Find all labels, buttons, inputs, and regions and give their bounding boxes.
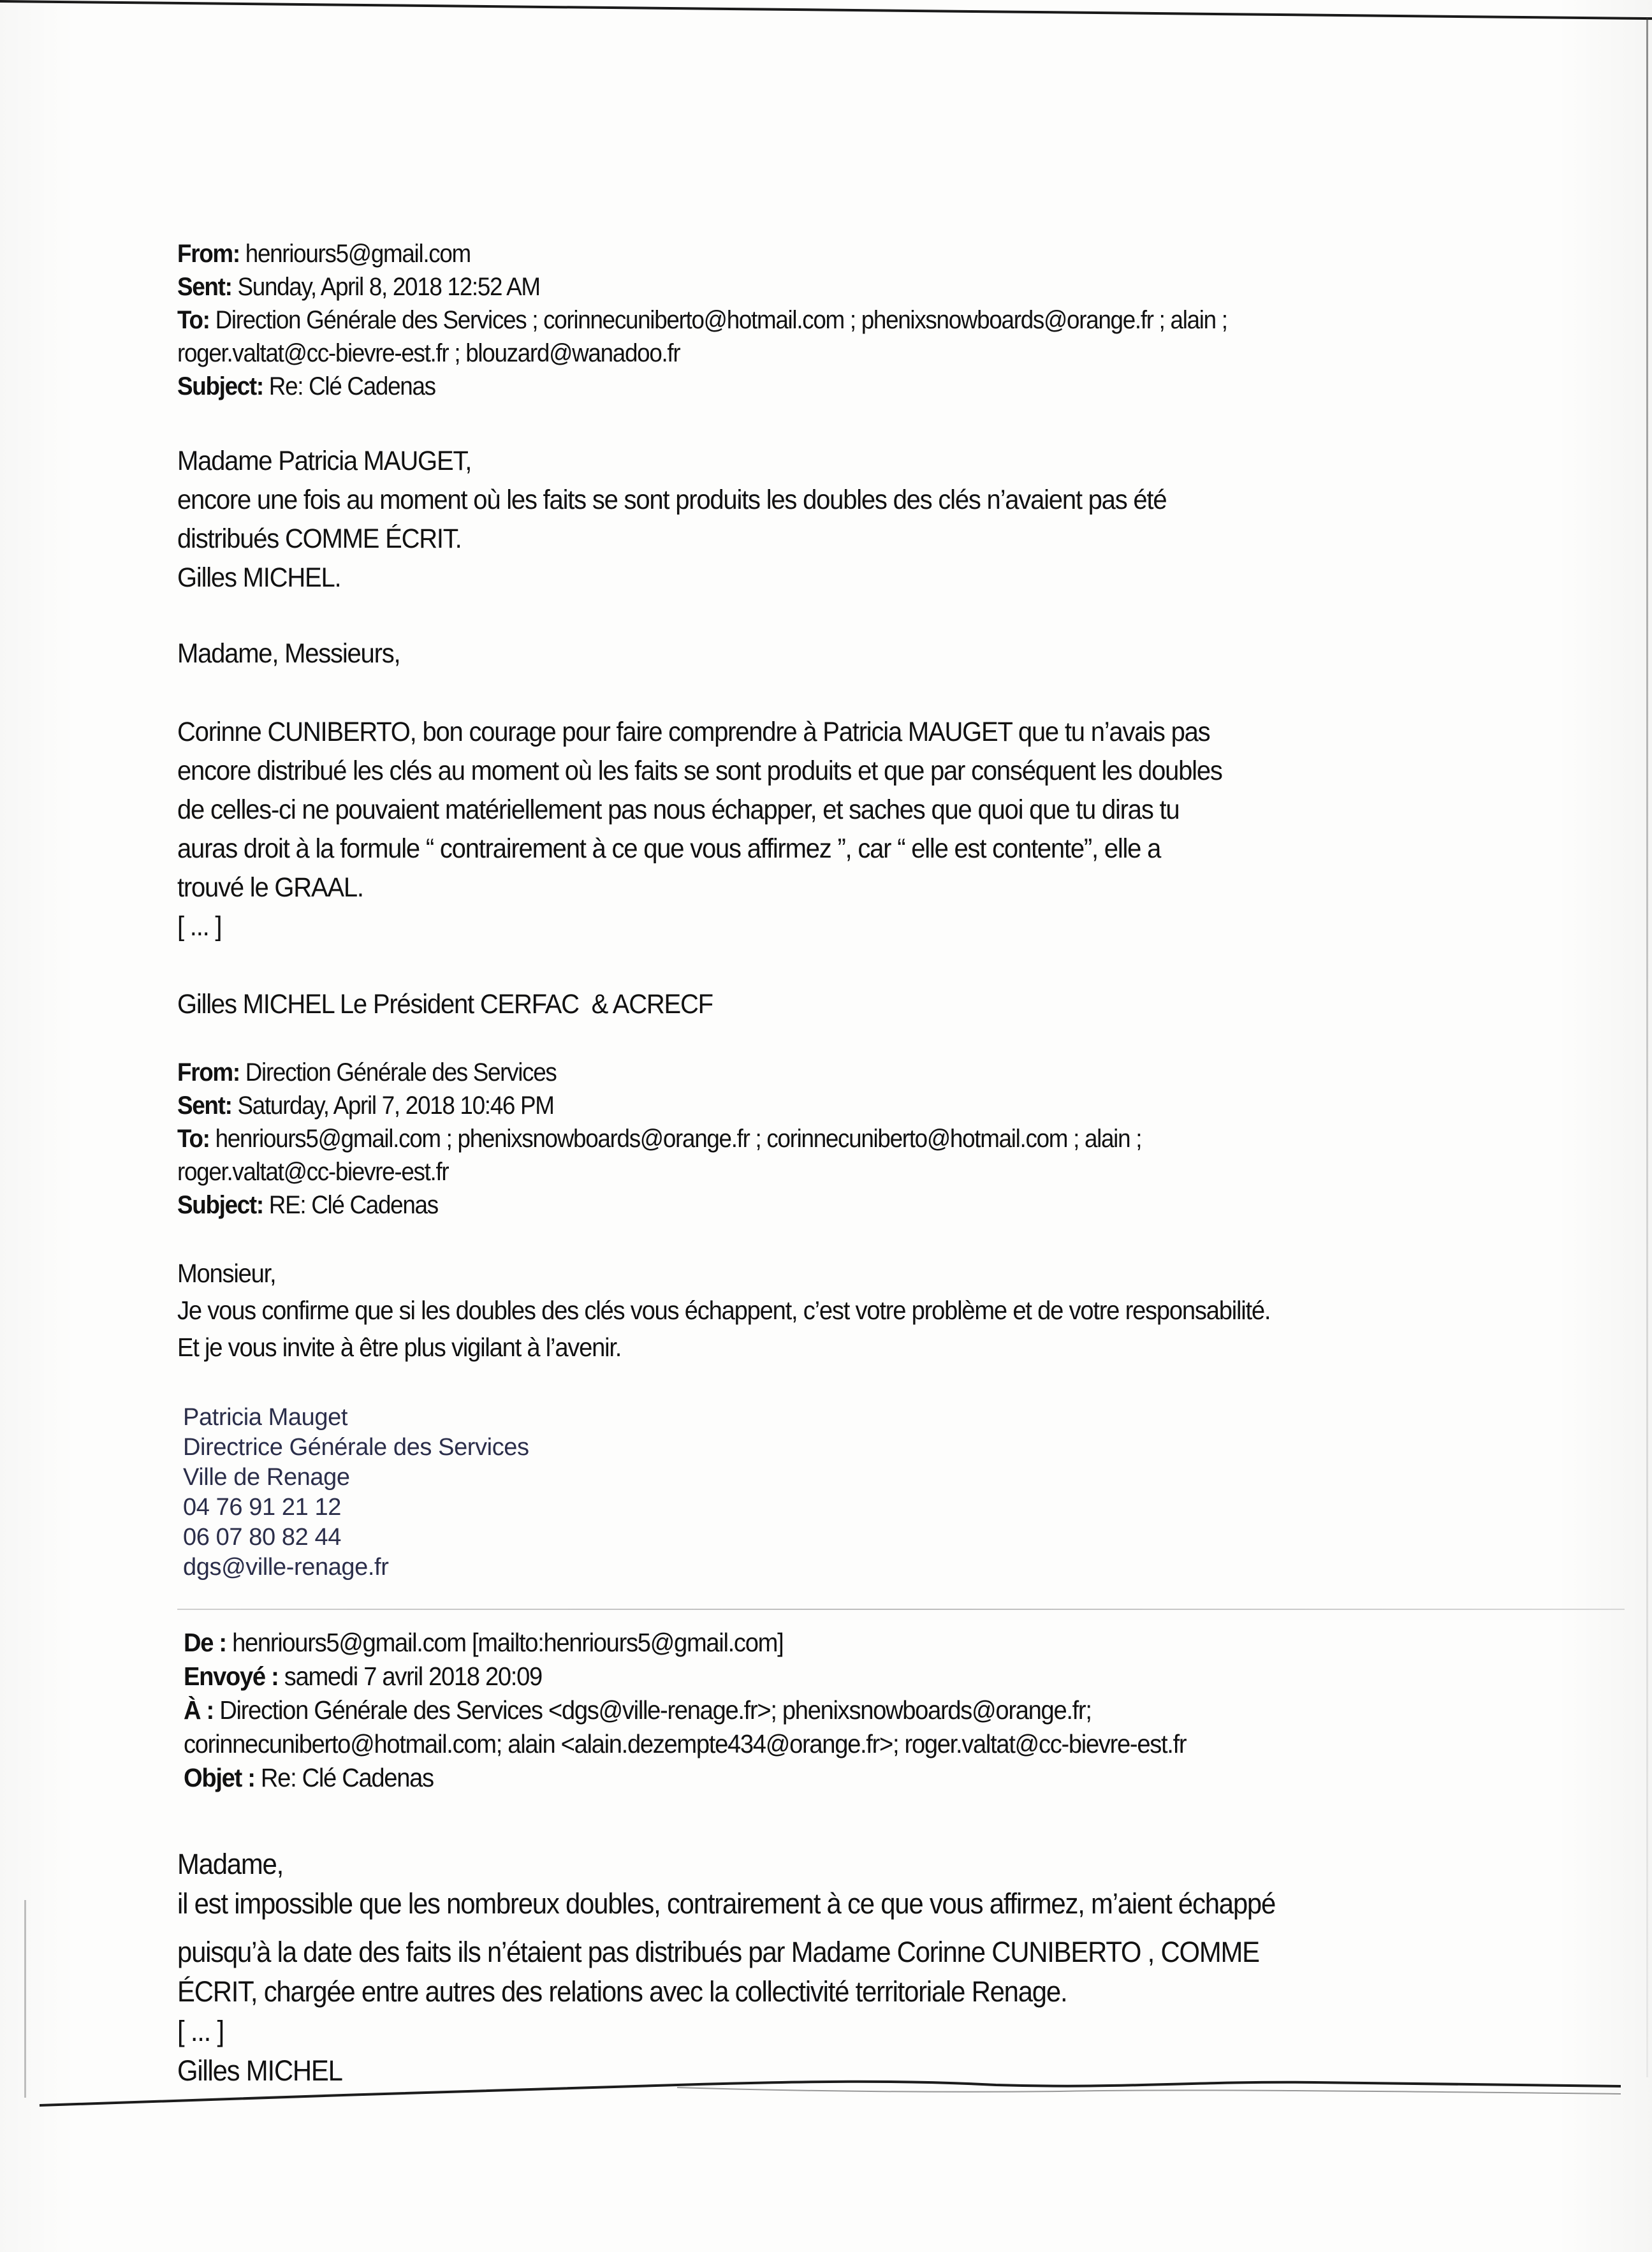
email3-to-value-line1: Direction Générale des Services <dgs@ville-renage.fr>; phenixsnowboards@orange.fr;	[219, 1695, 1092, 1725]
from-label: From:	[177, 1058, 240, 1086]
paragraph-line: de celles-ci ne pouvaient matériellement pas nous échapper, et saches que quoi que tu diras tu	[177, 794, 1180, 825]
paragraph-line: puisqu’à la date des faits ils n’étaient pas distribués par Madame Corinne CUNIBERTO , COMME	[177, 1936, 1259, 1968]
paragraph-line: encore distribué les clés au moment où les faits se sont produits et que par conséquent les doubles	[177, 756, 1222, 786]
email1-subject-row	[177, 370, 1526, 403]
to-label: To:	[177, 1125, 210, 1153]
email2-subject-row	[177, 1188, 1526, 1222]
email2-to-row	[177, 1122, 1526, 1155]
email2-sent-row	[177, 1089, 1526, 1122]
email1-to-value-line2: roger.valtat@cc-bievre-est.fr ; blouzard@wanadoo.fr	[177, 339, 680, 367]
paragraph-line: il est impossible que les nombreux doubles, contrairement à ce que vous affirmez, m’aient échappé	[177, 1887, 1276, 1920]
email2-header	[177, 1056, 1526, 1222]
email2-from-value: Direction Générale des Services	[245, 1058, 557, 1086]
paragraph-line: distribués COMME ÉCRIT.	[177, 523, 462, 554]
to-label: To:	[177, 306, 210, 334]
paragraph-line: encore une fois au moment où les faits se sont produits les doubles des clés n’avaient pas été	[177, 485, 1167, 515]
email2-subject-value: RE: Clé Cadenas	[268, 1191, 438, 1219]
paragraph-line: auras droit à la formule “ contrairement à ce que vous affirmez ”, car “ elle est contente”, elle a	[177, 833, 1161, 864]
email2-body	[177, 1255, 1541, 1366]
email2-to-value-line1: henriours5@gmail.com ; phenixsnowboards@orange.fr ; corinnecuniberto@hotmail.com ; alain ;	[215, 1125, 1142, 1153]
signature-name: Patricia Mauget	[183, 1404, 348, 1431]
omission-marker: [ ... ]	[177, 2015, 224, 2047]
email1-from-value: henriours5@gmail.com	[245, 240, 471, 268]
email2-sent-value: Saturday, April 7, 2018 10:46 PM	[237, 1092, 554, 1120]
salutation: Madame,	[177, 1848, 283, 1880]
to-label: À :	[184, 1695, 214, 1725]
email2-from-row	[177, 1056, 1526, 1089]
email3-subject-value: Re: Clé Cadenas	[260, 1763, 434, 1792]
email1-body-part2	[177, 713, 1541, 946]
email3-from-row	[184, 1626, 1547, 1660]
email1-sent-row	[177, 270, 1526, 303]
signature-line: Gilles MICHEL Le Président CERFAC & ACRECF	[177, 989, 713, 1020]
email2-to-value-line2: roger.valtat@cc-bievre-est.fr	[177, 1158, 449, 1186]
email1-subject-value: Re: Clé Cadenas	[268, 372, 435, 400]
email3-to-value-line2: corinnecuniberto@hotmail.com; alain <alain.dezempte434@orange.fr>; roger.valtat@cc-bievre-est.fr	[184, 1729, 1187, 1758]
paragraph-line: Et je vous invite à être plus vigilant à l’avenir.	[177, 1333, 622, 1362]
signature-phone-landline: 04 76 91 21 12	[183, 1494, 341, 1521]
email3-body	[177, 1845, 1541, 2091]
email3-header	[184, 1626, 1547, 1795]
subject-label: Objet :	[184, 1763, 255, 1792]
sent-label: Sent:	[177, 1092, 232, 1120]
email1-to-row	[177, 303, 1526, 337]
email1-from-row	[177, 237, 1526, 270]
email3-to-row	[184, 1693, 1547, 1727]
signature-organization: Ville de Renage	[183, 1464, 350, 1491]
email1-sent-value: Sunday, April 8, 2018 12:52 AM	[237, 273, 540, 301]
subject-label: Subject:	[177, 1191, 263, 1219]
paragraph-line: ÉCRIT, chargée entre autres des relations avec la collectivité territoriale Renage.	[177, 1975, 1067, 2008]
from-label: From:	[177, 240, 240, 268]
email1-header	[177, 237, 1526, 403]
email1-to-value-line1: Direction Générale des Services ; corinnecuniberto@hotmail.com ; phenixsnowboards@orange.fr ; alain ;	[215, 306, 1227, 334]
email1-signature	[177, 985, 1541, 1024]
signature-email: dgs@ville-renage.fr	[183, 1554, 389, 1581]
omission-marker: [ ... ]	[177, 911, 222, 942]
sign-off: Gilles MICHEL	[177, 2054, 342, 2087]
salutation: Madame Patricia MAUGET,	[177, 446, 472, 476]
email3-subject-row	[184, 1761, 1547, 1795]
salutation: Madame, Messieurs,	[177, 638, 400, 669]
subject-label: Subject:	[177, 372, 263, 400]
sent-label: Sent:	[177, 273, 232, 301]
email3-from-value: henriours5@gmail.com [mailto:henriours5@gmail.com]	[232, 1628, 784, 1657]
email1-body-part1	[177, 442, 1541, 597]
dgs-signature-block	[183, 1403, 529, 1583]
signature-phone-mobile: 06 07 80 82 44	[183, 1524, 341, 1551]
sign-off: Gilles MICHEL.	[177, 562, 341, 593]
paragraph-line: trouvé le GRAAL.	[177, 872, 363, 903]
from-label: De :	[184, 1628, 226, 1657]
paragraph-line: Corinne CUNIBERTO, bon courage pour faire comprendre à Patricia MAUGET que tu n’avais pas	[177, 717, 1210, 747]
email3-sent-row	[184, 1660, 1547, 1693]
signature-title: Directrice Générale des Services	[183, 1434, 529, 1461]
quoted-message-separator	[177, 1609, 1625, 1610]
salutation: Monsieur,	[177, 1259, 276, 1288]
paragraph-line: Je vous confirme que si les doubles des clés vous échappent, c’est votre problème et de votre responsabilité.	[177, 1296, 1271, 1325]
email1-body-salutation2	[177, 634, 1541, 673]
sent-label: Envoyé :	[184, 1662, 279, 1691]
email3-sent-value: samedi 7 avril 2018 20:09	[284, 1662, 542, 1691]
